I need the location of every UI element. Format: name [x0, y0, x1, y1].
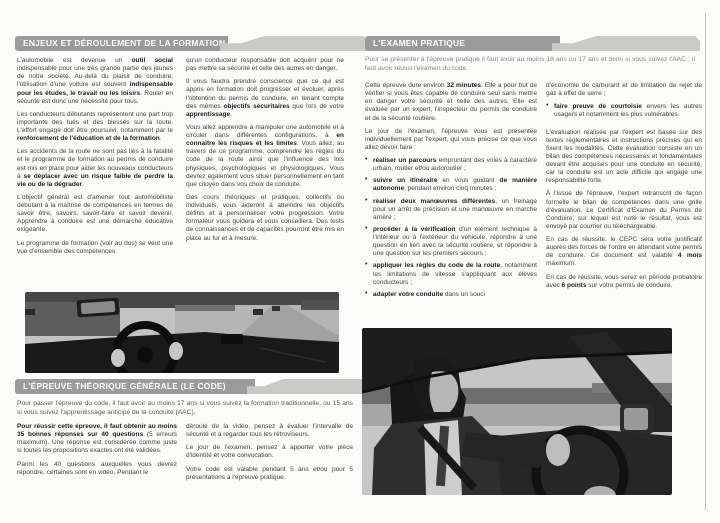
- section-title-pratique: L'EXAMEN PRATIQUE: [365, 36, 560, 51]
- paragraph: L'automobile est devenue un outil social indispensable pour une très grande partie des jeunes de notre société. Au-delà du plaisir de conduire, l'utilisation d'une voiture est souvent indispensable pour les études, le travail ou les loisirs. Rouler en sécurité est donc une nécessité pour tous.: [17, 57, 173, 105]
- code-column-1: [17, 423, 177, 482]
- paragraph: Le programme de formation (voir au dos) se veut une vue d'ensemble des compétences: [17, 239, 173, 255]
- paragraph: Des cours théoriques et pratiques, collectifs ou individuels, vous aideront à atteindre les objectifs définis et à personnaliser votre progression. Votre formateur vous guidera et vous conseillera. Des tests de connaissances et de capacités pourront être mis en place au fur et à mesure.: [186, 193, 344, 242]
- list-item: • adapter votre conduite dans un souci: [365, 289, 485, 298]
- pratique-column-1: [365, 82, 537, 303]
- header-tail-decoration: [247, 379, 368, 394]
- paragraph: Vous allez apprendre à manipuler une automobile et à circuler dans différentes configurations, à en connaître les risques et les limites. Vous allez, au travers de ce programme, comprendre les règles du code de la route ainsi que l'influence des lois physiques, psychologiques et physiologiques. Vous devrez également vous situer personnellement en tant que citoyen dans vos choix de conduite.: [186, 123, 344, 188]
- paragraph: L'objectif général est d'amener tout automobiliste débutant à la maîtrise de compétences en termes de savoir être, savoirs, savoir-faire et savoir devenir. Apprendre à conduire est une démarche éducative exigeante.: [17, 193, 173, 234]
- paragraph: Parmi les 40 questions auxquelles vous devrez répondre, certaines sont en vidéo. Pendant le: [17, 460, 177, 476]
- list-item: • suivre un itinéraire en vous guidant de manière autonome, pendant environ cinq minutes ;: [365, 176, 537, 193]
- pratique-bullet-list-2: [546, 103, 702, 119]
- paragraph: À l'issue de l'épreuve, l'expert retranscrit de façon formelle le bilan de compétences dans une grille d'évaluation. Le Certificat d'Examen du Permis de Conduire, sur lequel est noté le résultat, vous est envoyé par courrier ou téléchargeable.: [546, 190, 702, 230]
- bullet-marker: •: [365, 176, 368, 184]
- photo-driving-interior: [25, 292, 339, 373]
- paragraph: déroulé de la vidéo, pensez à évaluer l'intervalle de sécurité et à regarder tous les rétroviseurs.: [186, 423, 353, 439]
- paragraph: Le jour de l'examen, pensez à apporter votre pièce d'identité et votre convocation.: [186, 444, 353, 460]
- paragraph: Votre code est valable pendant 5 ans et/ou pour 5 présentations à l'épreuve pratique.: [186, 465, 353, 481]
- list-item: • faire preuve de courtoisie envers les autres usagers et notamment les plus vulnérables.: [546, 102, 702, 119]
- section-title-enjeux: ENJEUX ET DÉROULEMENT DE LA FORMATION: [15, 36, 228, 51]
- paragraph: En cas de réussite, vous serez en période probatoire avec 6 points sur votre permis de conduire.: [546, 273, 702, 289]
- header-tail-decoration: [552, 36, 700, 51]
- section-header-pratique: [365, 36, 700, 51]
- enjeux-column-2: [186, 57, 344, 248]
- paragraph: d'économie de carburant et de limitation de rejet de gaz à effet de serre ;: [546, 82, 702, 98]
- paragraph: En cas de réussite, le CEPC sera votre justificatif auprès des forces de l'ordre en attendant votre permis de conduire. Ce document est valable 4 mois maximum.: [546, 236, 702, 268]
- page-edge-line: [705, 14, 706, 510]
- section-title-code: L'ÉPREUVE THÉORIQUE GÉNÉRALE (LE CODE): [15, 379, 255, 394]
- paragraph: Il vous faudra prendre conscience que ce qui est appris en formation doit progresser et évoluer, après l'obtention du permis de conduire, en tenant compte des mêmes objectifs sécuritaires que lors de votre apprentissage.: [186, 78, 344, 118]
- paragraph: L'évaluation réalisée par l'expert est basée sur des textes réglementaires et instructions précises qui en fixent les modalités. Cette évaluation consiste en un bilan des compétences nécessaires et fondamentales devant être acquises pour une conduite en sécurité, car la conduite est un acte difficile qui engage une responsabilité forte.: [546, 128, 702, 185]
- bullet-marker: •: [365, 156, 368, 163]
- pratique-column-2: [546, 82, 702, 295]
- list-item: • réaliser un parcours empruntant des voies à caractère urbain, routier et/ou autoroutier ;: [365, 156, 537, 173]
- enjeux-column-1: [17, 57, 173, 261]
- header-tail-decoration: [220, 36, 368, 51]
- paragraph: Cette épreuve dure environ 32 minutes. Elle a pour but de vérifier si vous êtes capable de conduire seul sans mettre en danger votre sécurité et celle des autres. Elle est évaluée par un expert, l'inspecteur du permis de conduire et de la sécurité routière.: [365, 82, 537, 122]
- paragraph: qu'un conducteur responsable doit acquérir pour ne pas mettre sa sécurité et celle des autres en danger.: [186, 57, 344, 73]
- section-header-enjeux: [15, 36, 353, 51]
- code-intro: Pour passer l'épreuve du code, il faut avoir au moins 17 ans si vous suivez la formation traditionnelle, ou 15 ans si vous suivez l'apprentissage anticipé de la conduite (AAC).: [17, 400, 353, 416]
- paragraph: Les accidents de la route ne sont pas liés à la fatalité et le programme de formation au permis de conduire est mis en place pour aider les nouveaux conducteurs à se déplacer avec un risque faible de perdre la vie ou de la dégrader.: [17, 148, 173, 188]
- code-column-2: [186, 423, 353, 487]
- bullet-marker: •: [365, 224, 368, 232]
- list-item: • appliquer les règles du code de la route, notamment les limitations de vitesse s'appliquant aux élèves conducteurs ;: [365, 261, 537, 286]
- pratique-intro: Pour se présenter à l'épreuve pratique il faut avoir au moins 18 ans ou 17 ans et demi si vous suivez l'AAC ; il faut avoir réussi l'examen du code.: [365, 56, 695, 72]
- bullet-marker: •: [365, 261, 368, 269]
- paragraph: Les conducteurs débutants représentent une part trop importante des tués et des blessés sur la route. L'effort engagé doit être poursuivi, notamment par le renforcement de l'éducation et de la formation.: [17, 110, 173, 143]
- list-item: • réaliser deux manœuvres différentes, un freinage pour un arrêt de précision et une manœuvre en marche arrière ;: [365, 196, 537, 221]
- paragraph: Pour réussir cette épreuve, il faut obtenir au moins 35 bonnes réponses sur 40 questions (5 erreurs maximum). Une réponse est considérée comme juste si toutes les propositions exactes ont été validées.: [17, 423, 177, 455]
- list-item: • procéder à la vérification d'un élément technique à l'intérieur ou à l'extérieur du véhicule, répondre à une question en lien avec la sécurité routière, et répondre à une question sur les premiers secours ;: [365, 224, 537, 258]
- bullet-marker: •: [546, 102, 549, 110]
- photo-exam-driver: [362, 328, 672, 495]
- paragraph: Le jour de l'examen, l'épreuve vous est présentée individuellement par l'expert, qui vous précise ce que vous allez devoir faire :: [365, 127, 537, 151]
- section-header-code: [15, 379, 353, 394]
- pratique-bullet-list: [365, 157, 537, 299]
- bullet-marker: •: [365, 289, 368, 297]
- photo-exam-driver-art: [362, 328, 672, 495]
- bullet-marker: •: [365, 196, 368, 204]
- photo-driving-interior-art: [25, 292, 339, 373]
